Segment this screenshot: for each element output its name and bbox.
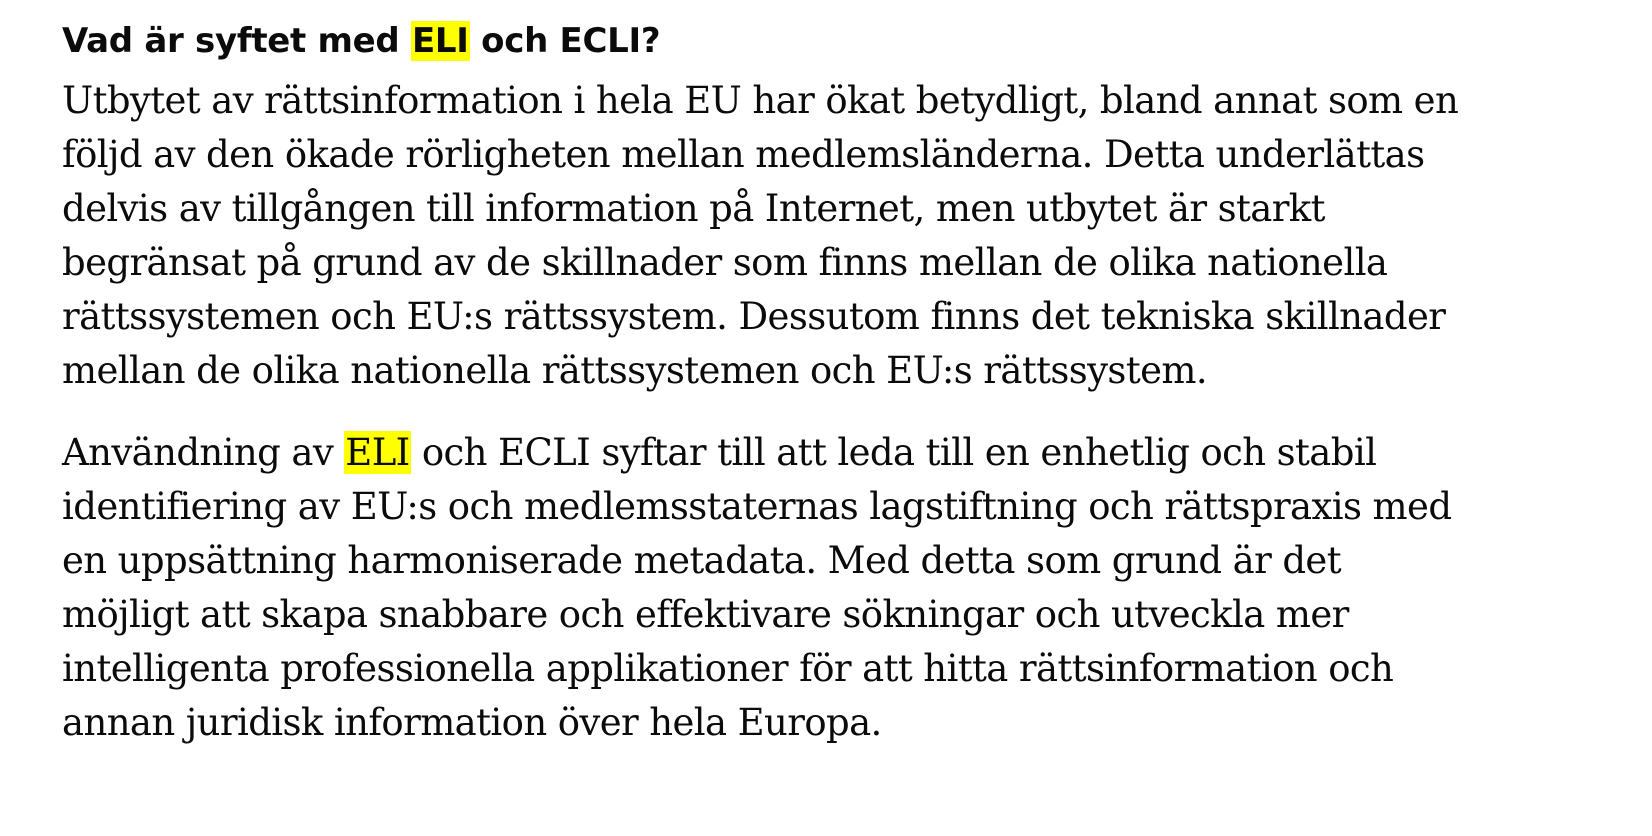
paragraph-line: intelligenta professionella applikationer för att hitta rättsinformation och (62, 647, 1394, 690)
paragraph-text-after: och ECLI syftar till att leda till en enhetlig och stabil (410, 431, 1377, 474)
highlighted-term-eli: ELI (411, 21, 469, 61)
paragraph-line: begränsat på grund av de skillnader som finns mellan de olika nationella (62, 241, 1388, 284)
paragraph-line: delvis av tillgången till information på Internet, men utbytet är starkt (62, 187, 1325, 230)
paragraph-line: mellan de olika nationella rättssystemen och EU:s rättssystem. (62, 349, 1208, 392)
article-content (62, 16, 1622, 750)
heading-text-after: och ECLI? (469, 21, 661, 61)
paragraph-use-of-eli-and-ecli (62, 426, 1622, 750)
paragraph-line: följd av den ökade rörligheten mellan medlemsländerna. Detta underlättas (62, 133, 1425, 176)
paragraph-exchange-of-legal-information (62, 74, 1622, 398)
highlighted-term-eli: ELI (345, 431, 410, 474)
paragraph-line: rättssystemen och EU:s rättssystem. Dessutom finns det tekniska skillnader (62, 295, 1446, 338)
section-heading (62, 16, 1622, 66)
paragraph-line: Utbytet av rättsinformation i hela EU har ökat betydligt, bland annat som en (62, 79, 1459, 122)
heading-text-before: Vad är syftet med (62, 21, 411, 61)
paragraph-line: en uppsättning harmoniserade metadata. Med detta som grund är det (62, 539, 1341, 582)
paragraph-line: annan juridisk information över hela Europa. (62, 701, 882, 744)
paragraph-line: möjligt att skapa snabbare och effektivare sökningar och utveckla mer (62, 593, 1349, 636)
paragraph-text-before: Användning av (62, 431, 345, 474)
paragraph-line: identifiering av EU:s och medlemsstaternas lagstiftning och rättspraxis med (62, 485, 1452, 528)
paragraph-line (62, 426, 1622, 480)
